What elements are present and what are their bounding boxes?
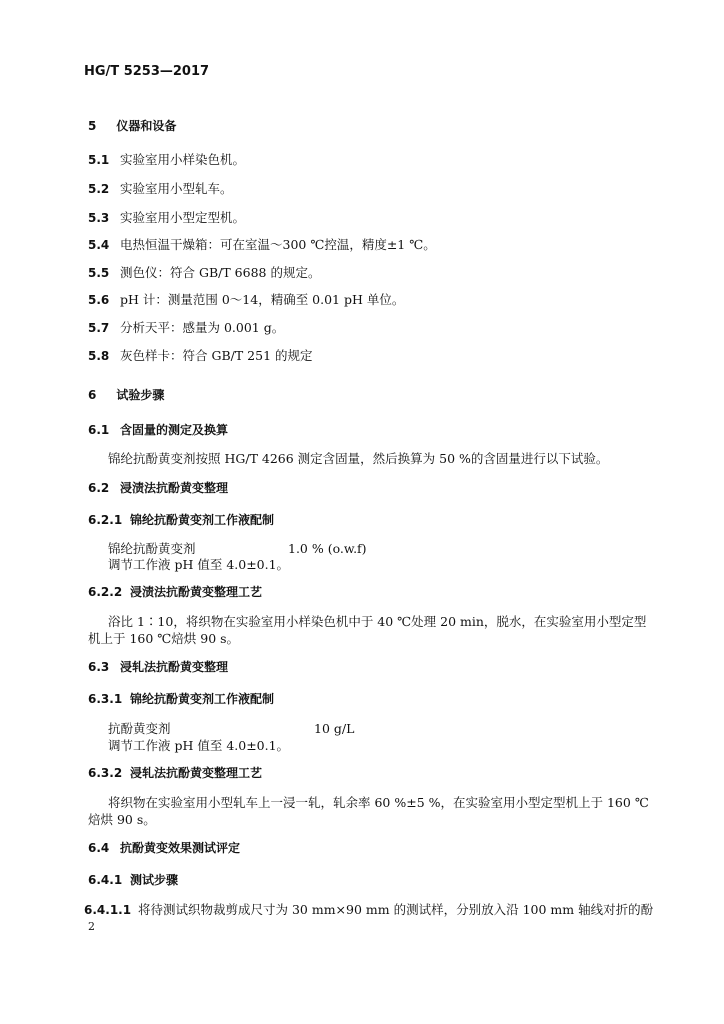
- clause-text: pH 计：测量范围 0～14，精确至 0.01 pH 单位。: [120, 292, 405, 307]
- clause-title: 锦纶抗酚黄变剂工作液配制: [130, 513, 275, 527]
- clause-text: 分析天平：感量为 0.001 g。: [120, 320, 285, 335]
- clause-number: 6.3.2: [88, 766, 123, 780]
- clause-title: 锦纶抗酚黄变剂工作液配制: [130, 692, 275, 706]
- section-5-heading: [88, 118, 176, 134]
- clause-number: 6.3.1: [88, 692, 123, 706]
- clause-text: 灰色样卡：符合 GB/T 251 的规定: [120, 348, 313, 363]
- ph-adjust-note: 调节工作液 pH 值至 4.0±0.1。: [108, 738, 290, 753]
- clause-title: 浸渍法抗酚黄变整理: [120, 481, 229, 495]
- standard-code: HG/T 5253—2017: [84, 64, 210, 79]
- clause-5-7: [88, 320, 284, 336]
- clause-title: 含固量的测定及换算: [120, 423, 229, 437]
- clause-number: 5.5: [88, 266, 110, 280]
- ph-adjust-note: 调节工作液 pH 值至 4.0±0.1。: [108, 557, 290, 572]
- clause-text: 电热恒温干燥箱：可在室温～300 ℃控温，精度±1 ℃。: [120, 237, 436, 252]
- subsection-6-3-2-heading: [88, 765, 262, 781]
- clause-5-3: [88, 210, 245, 226]
- clause-number: 6.4.1: [88, 873, 123, 887]
- clause-title: 抗酚黄变效果测试评定: [120, 841, 241, 855]
- clause-5-1: [88, 152, 245, 168]
- clause-text: 实验室用小型轧车。: [120, 181, 233, 196]
- clause-number: 6.2.1: [88, 513, 123, 527]
- clause-5-5: [88, 265, 320, 281]
- clause-number: 6.2.2: [88, 585, 123, 599]
- paragraph-6-3-2-line1: 将织物在实验室用小型轧车上一浸一轧，轧余率 60 %±5 %，在实验室用小型定型机上于 160 ℃: [108, 795, 649, 810]
- section-title: 仪器和设备: [116, 119, 177, 133]
- clause-6-4-1-1: [84, 902, 653, 918]
- clause-number: 6.4: [88, 841, 110, 855]
- section-6-heading: [88, 387, 164, 403]
- clause-number: 6.2: [88, 481, 110, 495]
- clause-5-8: [88, 348, 313, 364]
- clause-number: 5.3: [88, 211, 110, 225]
- paragraph-6-1: 锦纶抗酚黄变剂按照 HG/T 4266 测定含固量，然后换算为 50 %的含固量进行以下试验。: [108, 451, 609, 466]
- subsection-6-4-1-heading: [88, 872, 178, 888]
- subsection-6-3-1-heading: [88, 691, 274, 707]
- paragraph-6-2-2-line2: 机上于 160 ℃焙烘 90 s。: [88, 631, 240, 646]
- clause-number: 5.2: [88, 182, 110, 196]
- clause-number: 5.7: [88, 321, 110, 335]
- clause-number: 5.4: [88, 238, 110, 252]
- section-number: 5: [88, 119, 97, 133]
- paragraph-6-3-2-line2: 焙烘 90 s。: [88, 812, 156, 827]
- clause-number: 5.1: [88, 153, 110, 167]
- subsection-6-3-heading: [88, 659, 228, 675]
- clause-number: 5.6: [88, 293, 110, 307]
- formula-agent-name: 抗酚黄变剂: [108, 721, 171, 736]
- clause-title: 浸轧法抗酚黄变整理工艺: [130, 766, 263, 780]
- subsection-6-2-1-heading: [88, 512, 274, 528]
- clause-text: 实验室用小型定型机。: [120, 210, 246, 225]
- subsection-6-4-heading: [88, 840, 240, 856]
- clause-text: 将待测试织物裁剪成尺寸为 30 mm×90 mm 的测试样，分别放入沿 100 mm 轴线对折的酚: [138, 902, 654, 917]
- clause-number: 6.4.1.1: [84, 903, 132, 917]
- clause-title: 浸渍法抗酚黄变整理工艺: [130, 585, 263, 599]
- section-title: 试验步骤: [116, 388, 165, 402]
- clause-title: 浸轧法抗酚黄变整理: [120, 660, 229, 674]
- clause-number: 6.1: [88, 423, 110, 437]
- formula-dose: 1.0 % (o.w.f): [288, 541, 367, 556]
- clause-number: 6.3: [88, 660, 110, 674]
- clause-text: 测色仪：符合 GB/T 6688 的规定。: [120, 265, 321, 280]
- clause-5-2: [88, 181, 233, 197]
- formula-dose: 10 g/L: [314, 721, 355, 736]
- clause-5-6: [88, 292, 404, 308]
- subsection-6-1-heading: [88, 422, 228, 438]
- page-number: 2: [88, 920, 95, 933]
- section-number: 6: [88, 388, 97, 402]
- paragraph-6-2-2-line1: 浴比 1∶10，将织物在实验室用小样染色机中于 40 ℃处理 20 min，脱水，在实验室用小型定型: [108, 614, 647, 629]
- clause-title: 测试步骤: [130, 873, 179, 887]
- clause-text: 实验室用小样染色机。: [120, 152, 246, 167]
- subsection-6-2-2-heading: [88, 584, 262, 600]
- subsection-6-2-heading: [88, 480, 228, 496]
- clause-number: 5.8: [88, 349, 110, 363]
- clause-5-4: [88, 237, 436, 253]
- formula-agent-name: 锦纶抗酚黄变剂: [108, 541, 196, 556]
